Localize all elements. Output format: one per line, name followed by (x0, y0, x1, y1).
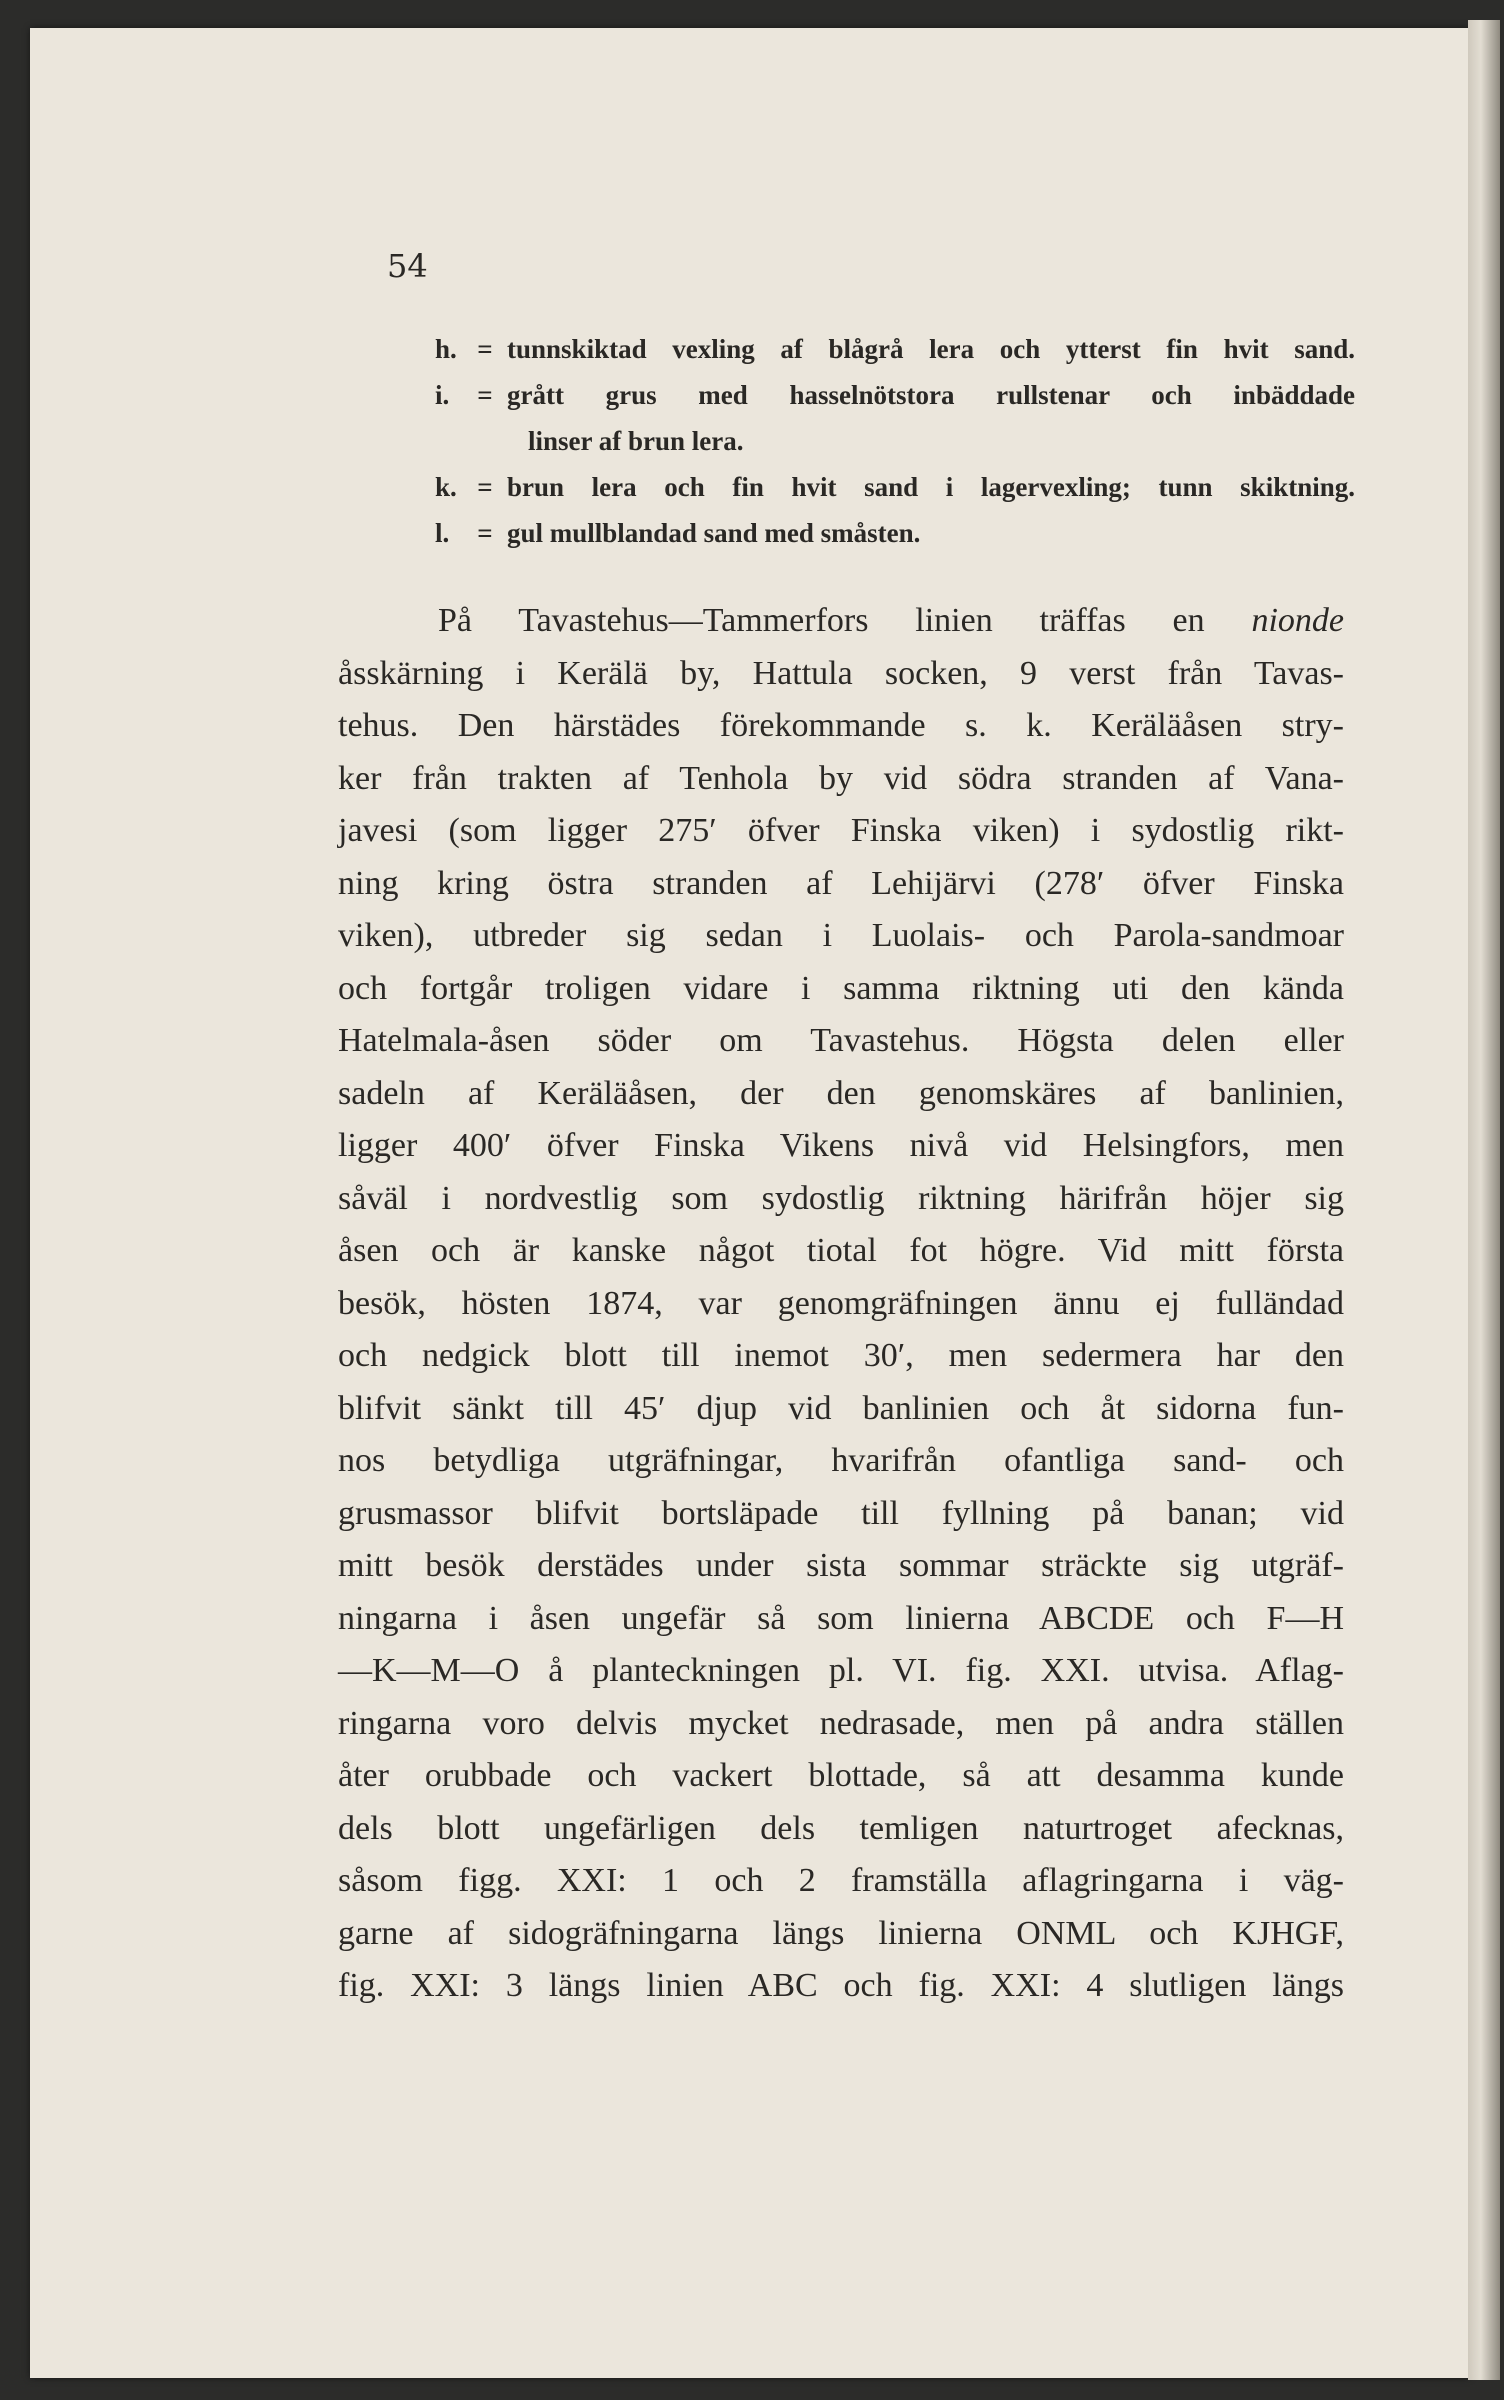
text-line: besök, hösten 1874, var genomgräfningen ännu ej fulländad (338, 1284, 1344, 1322)
text-line: javesi (som ligger 275′ öfver Finska viken) i sydostlig rikt- (338, 812, 1344, 849)
text-line: På Tavastehus—Tammerfors linien träffas en nionde (438, 602, 1344, 639)
legend-text: tunnskiktad vexling af blågrå lera och ytterst fin hvit sand. (507, 334, 1355, 364)
legend-equals: = (477, 472, 493, 502)
legend-text: brun lera och fin hvit sand i lagervexling; tunn skiktning. (507, 472, 1355, 502)
text-line: tehus. Den härstädes förekommande s. k. Keräläåsen stry- (338, 707, 1344, 744)
legend-equals: = (477, 334, 493, 364)
legend-row (435, 426, 1355, 472)
text-line: och nedgick blott till inemot 30′, men sedermera har den (338, 1337, 1344, 1374)
legend-equals: = (477, 518, 493, 548)
text-line: åsen och är kanske något tiotal fot högre. Vid mitt första (338, 1232, 1344, 1269)
text-line: mitt besök derstädes under sista sommar sträckte sig utgräf- (338, 1547, 1344, 1584)
text-line: nos betydliga utgräfningar, hvarifrån ofantliga sand- och (338, 1442, 1344, 1479)
legend-row (435, 380, 1355, 426)
legend-key: h. (435, 334, 457, 364)
legend-key: l. (435, 518, 450, 548)
text-line: ringarna voro delvis mycket nedrasade, men på andra ställen (338, 1704, 1344, 1742)
text-line: åter orubbade och vackert blottade, så att desamma kunde (338, 1757, 1344, 1794)
text-line: fig. XXI: 3 längs linien ABC och fig. XXI: 4 slutligen längs (338, 1967, 1344, 2004)
text-line: viken), utbreder sig sedan i Luolais- och Parola-sandmoar (338, 917, 1344, 954)
legend-key: i. (435, 380, 450, 410)
text-line: Hatelmala-åsen söder om Tavastehus. Högsta delen eller (338, 1022, 1344, 1059)
legend-row (435, 472, 1355, 518)
figure-legend (435, 334, 1355, 564)
text-line: dels blott ungefärligen dels temligen naturtroget afecknas, (338, 1809, 1344, 1847)
text-line: åsskärning i Kerälä by, Hattula socken, 9 verst från Tavas- (338, 654, 1344, 692)
page-edge (1468, 20, 1500, 2380)
text-line: ning kring östra stranden af Lehijärvi (278′ öfver Finska (338, 864, 1344, 902)
legend-text: gul mullblandad sand med småsten. (507, 518, 921, 548)
emphasis: nionde (1251, 602, 1344, 639)
page-number: 54 (387, 247, 428, 285)
text-line: sadeln af Keräläåsen, der den genomskäres af banlinien, (338, 1074, 1344, 1112)
legend-text: linser af brun lera. (528, 426, 744, 456)
legend-text: grått grus med hasselnötstora rullstenar och inbäddade (507, 380, 1355, 410)
text-line: ker från trakten af Tenhola by vid södra stranden af Vana- (338, 759, 1344, 797)
paragraph (338, 595, 1344, 2013)
text-line: ligger 400′ öfver Finska Vikens nivå vid Helsingfors, men (338, 1127, 1344, 1164)
text-line: —K—M—O å planteckningen pl. VI. fig. XXI. utvisa. Aflag- (338, 1652, 1344, 1689)
text-line: såsom figg. XXI: 1 och 2 framställa aflagringarna i väg- (338, 1862, 1344, 1899)
legend-equals: = (477, 380, 493, 410)
legend-key: k. (435, 472, 457, 502)
text-line: ningarna i åsen ungefär så som linierna ABCDE och F—H (338, 1599, 1344, 1637)
text-line: och fortgår troligen vidare i samma riktning uti den kända (338, 969, 1344, 1007)
text-line: grusmassor blifvit bortsläpade till fyllning på banan; vid (338, 1494, 1344, 1532)
text-line: blifvit sänkt till 45′ djup vid banlinien och åt sidorna fun- (338, 1389, 1344, 1427)
legend-row (435, 334, 1355, 380)
legend-row (435, 518, 1355, 564)
text-line: garne af sidogräfningarna längs linierna ONML och KJHGF, (338, 1914, 1344, 1952)
text-line: såväl i nordvestlig som sydostlig riktning härifrån höjer sig (338, 1179, 1344, 1217)
